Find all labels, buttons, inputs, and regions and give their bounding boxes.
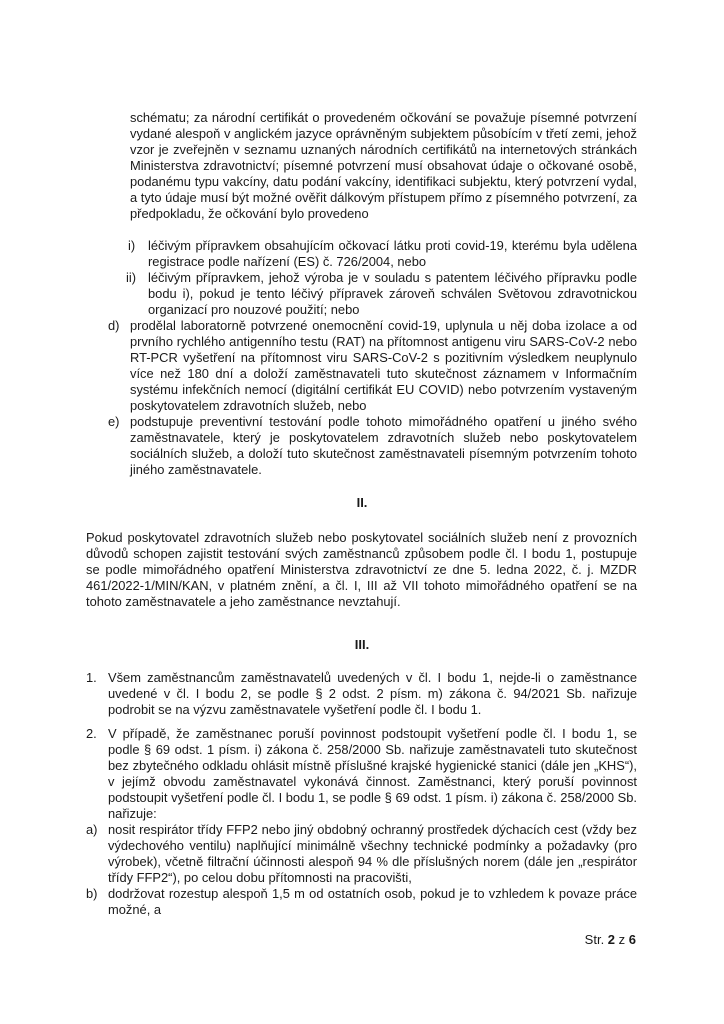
section-paragraph: Pokud poskytovatel zdravotních služeb nebo poskytovatel sociálních služeb není z provozních důvodů schopen zajistit testování svých zaměstnanců způsobem podle čl. I bodu 1, postupuje se podle mimořádného opatření Ministerstva zdravotnictví ze dne 5. ledna 2022, č. j. MZDR 461/2022-1/MIN/KAN, v platném znění, a čl. I, III až VII tohoto mimořádného opatření se na tohoto zaměstnavatele a jeho zaměstnance nevztahují.	[86, 530, 637, 609]
page-number-separator: z	[615, 932, 629, 947]
list-item-text: prodělal laboratorně potvrzené onemocnění covid-19, uplynula u něj doba izolace a od prvního rychlého antigenního testu (RAT) na přítomnost antigenu viru SARS-CoV-2 nebo RT-PCR vyšetření na přítomnost viru SARS-CoV-2 s pozitivním výsledkem neuplynulo více než 180 dní a doloží zaměstnavateli tuto skutečnost záznamem v Informačním systému infekčních nemocí (digitální certifikát EU COVID) nebo potvrzením vystaveným poskytovatelem zdravotních služeb, nebo	[130, 318, 637, 413]
subpoint-text: dodržovat rozestup alespoň 1,5 m od ostatních osob, pokud je to vzhledem k povaze práce možné, a	[108, 886, 637, 917]
point-marker: 2.	[86, 726, 97, 741]
list-item-marker: e)	[108, 414, 120, 429]
point-text: V případě, že zaměstnanec poruší povinnost podstoupit vyšetření podle čl. I bodu 1, se podle § 69 odst. 1 písm. i) zákona č. 258/2000 Sb. nařizuje zaměstnavateli tuto skutečnost bez zbytečného odkladu ohlásit místně příslušné krajské hygienické stanici (dále jen „KHS“), v jejímž obvodu zaměstnavatel vykonává činnost. Zaměstnanci, který poruší povinnost podstoupit vyšetření podle čl. I bodu 1, se podle § 69 odst. 1 písm. i) zákona č. 258/2000 Sb. nařizuje:	[108, 726, 637, 821]
subpoint-text: nosit respirátor třídy FFP2 nebo jiný obdobný ochranný prostředek dýchacích cest (vždy bez výdechového ventilu) naplňující minimálně všechny technické podmínky a požadavky (pro výrobek), včetně filtrační účinnosti alespoň 94 % dle příslušných norem (dále jen „respirátor třídy FFP2“), po celou dobu přítomnosti na pracovišti,	[108, 822, 637, 885]
sub-item-text: léčivým přípravkem, jehož výroba je v souladu s patentem léčivého přípravku podle bodu i), pokud je tento léčivý přípravek zároveň schválen Světovou zdravotnickou organizací pro nouzové použití; nebo	[148, 270, 637, 317]
subpoint-marker: b)	[86, 886, 98, 901]
section-heading: III.	[354, 637, 370, 652]
point-marker: 1.	[86, 670, 97, 685]
point-text: Všem zaměstnancům zaměstnavatelů uvedených v čl. I bodu 1, nejde-li o zaměstnance uvedené v čl. I bodu 2, se podle § 2 odst. 2 písm. m) zákona č. 94/2021 Sb. nařizuje podrobit se na výzvu zaměstnavatele vyšetření podle čl. I bodu 1.	[108, 670, 637, 717]
page-number-prefix: Str.	[584, 932, 608, 947]
list-item-marker: d)	[108, 318, 120, 333]
sub-item-marker: i)	[128, 238, 136, 253]
page-number	[585, 932, 636, 948]
list-item-text: podstupuje preventivní testování podle tohoto mimořádného opatření u jiného svého zaměstnavatele, který je poskytovatelem zdravotních služeb nebo poskytovatelem sociálních služeb, a doloží tuto skutečnost zaměstnavateli písemným potvrzením tohoto jiného zaměstnavatele.	[130, 414, 637, 477]
page-number-total: 6	[628, 932, 636, 947]
subpoint-marker: a)	[86, 822, 98, 837]
sub-item-marker: ii)	[126, 270, 137, 285]
section-heading: II.	[356, 495, 368, 510]
sub-item-text: léčivým přípravkem obsahujícím očkovací látku proti covid-19, kterému byla udělena registrace podle nařízení (ES) č. 726/2004, nebo	[148, 238, 637, 269]
continued-paragraph: schématu; za národní certifikát o provedeném očkování se považuje písemné potvrzení vydané alespoň v anglickém jazyce oprávněným subjektem působícím v třetí zemi, jehož vzor je zveřejněn v seznamu uznaných národních certifikátů na internetových stránkách Ministerstva zdravotnictví; písemné potvrzení musí obsahovat údaje o očkované osobě, podanému typu vakcíny, datu podání vakcíny, identifikaci subjektu, který potvrzení vydal, a tyto údaje musí být možné ověřit dálkovým přístupem přímo z písemného potvrzení, za předpokladu, že očkování bylo provedeno	[130, 110, 637, 221]
page-number-current: 2	[607, 932, 616, 947]
